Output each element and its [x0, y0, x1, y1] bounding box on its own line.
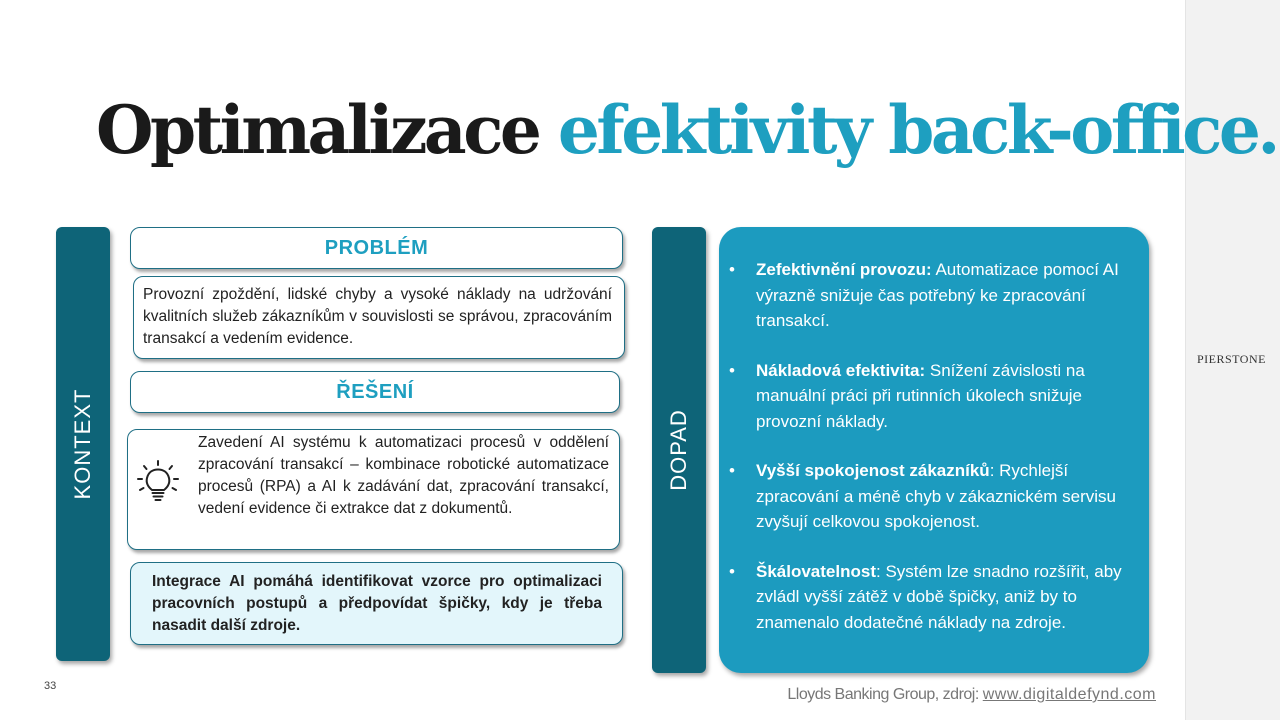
problem-text: Provozní zpoždění, lidské chyby a vysoké náklady na udržování kvalitních služeb zákazníkům v souvislosti se správou, zpracováním transakcí a vedením evidence. [143, 286, 612, 347]
solution-header-box [130, 371, 620, 413]
bullet-icon: • [729, 360, 735, 380]
solution-header: ŘEŠENÍ [336, 380, 414, 403]
impact-box [719, 227, 1149, 673]
impact-item [729, 458, 1133, 535]
impact-item-title: Vyšší spokojenost zákazníků [756, 461, 990, 480]
context-side-bar [56, 227, 110, 661]
impact-label: DOPAD [666, 409, 691, 491]
impact-item-title: Škálovatelnost [756, 561, 876, 581]
impact-item-text: : Systém lze snadno rozšířit, aby zvládl vyšší zátěž v době špičky, aniž by to znamenalo dodatečné náklady na zdroje. [756, 561, 1122, 632]
slide-title [96, 88, 1277, 172]
impact-item-title: Nákladová efektivita: [756, 360, 926, 380]
source-citation [787, 686, 1156, 704]
source-prefix: Lloyds Banking Group, zdroj: [787, 686, 983, 703]
impact-item-text: Automatizace pomocí AI výrazně snižuje čas potřebný ke zpracování transakcí. [756, 260, 1119, 330]
problem-text-box [133, 276, 625, 359]
impact-item-title: Zefektivnění provozu: [756, 260, 932, 279]
brand-logo: PIERSTONE [1197, 352, 1266, 366]
impact-side-bar [652, 227, 706, 673]
bullet-icon: • [729, 260, 735, 279]
solution-text-box [127, 429, 620, 550]
source-link[interactable]: www.digitaldefynd.com [982, 686, 1156, 703]
impact-item [729, 559, 1133, 636]
impact-item-text: : Rychlejší zpracování a méně chyb v zákaznickém servisu zvyšují celkovou spokojenost. [756, 461, 1116, 531]
page-number: 33 [44, 680, 57, 692]
title-part-1: Optimalizace [96, 91, 539, 169]
impact-item-text: Snížení závislosti na manuální práci při rutinních úkolech snižuje provozní náklady. [756, 360, 1085, 431]
highlight-box [130, 562, 623, 645]
solution-text: Zavedení AI systému k automatizaci procesů v oddělení zpracování transakcí – kombinace robotické automatizace procesů (RPA) a AI k zadávání dat, zpracování transakcí, vedení evidence či extrakce dat z dokumentů. [198, 434, 609, 517]
bullet-icon: • [729, 461, 735, 480]
problem-header-box [130, 227, 623, 269]
highlight-text: Integrace AI pomáhá identifikovat vzorce pro optimalizaci pracovních postupů a předpovídat špičky, kdy je třeba nasadit další zdroje. [152, 573, 602, 634]
problem-header: PROBLÉM [324, 236, 429, 259]
bullet-icon: • [729, 561, 735, 581]
lightbulb-icon [136, 460, 180, 511]
context-label: KONTEXT [70, 388, 95, 500]
impact-item [729, 358, 1133, 435]
impact-list [729, 257, 1133, 635]
title-part-2: efektivity back-office. [557, 91, 1277, 169]
impact-item [729, 257, 1133, 334]
